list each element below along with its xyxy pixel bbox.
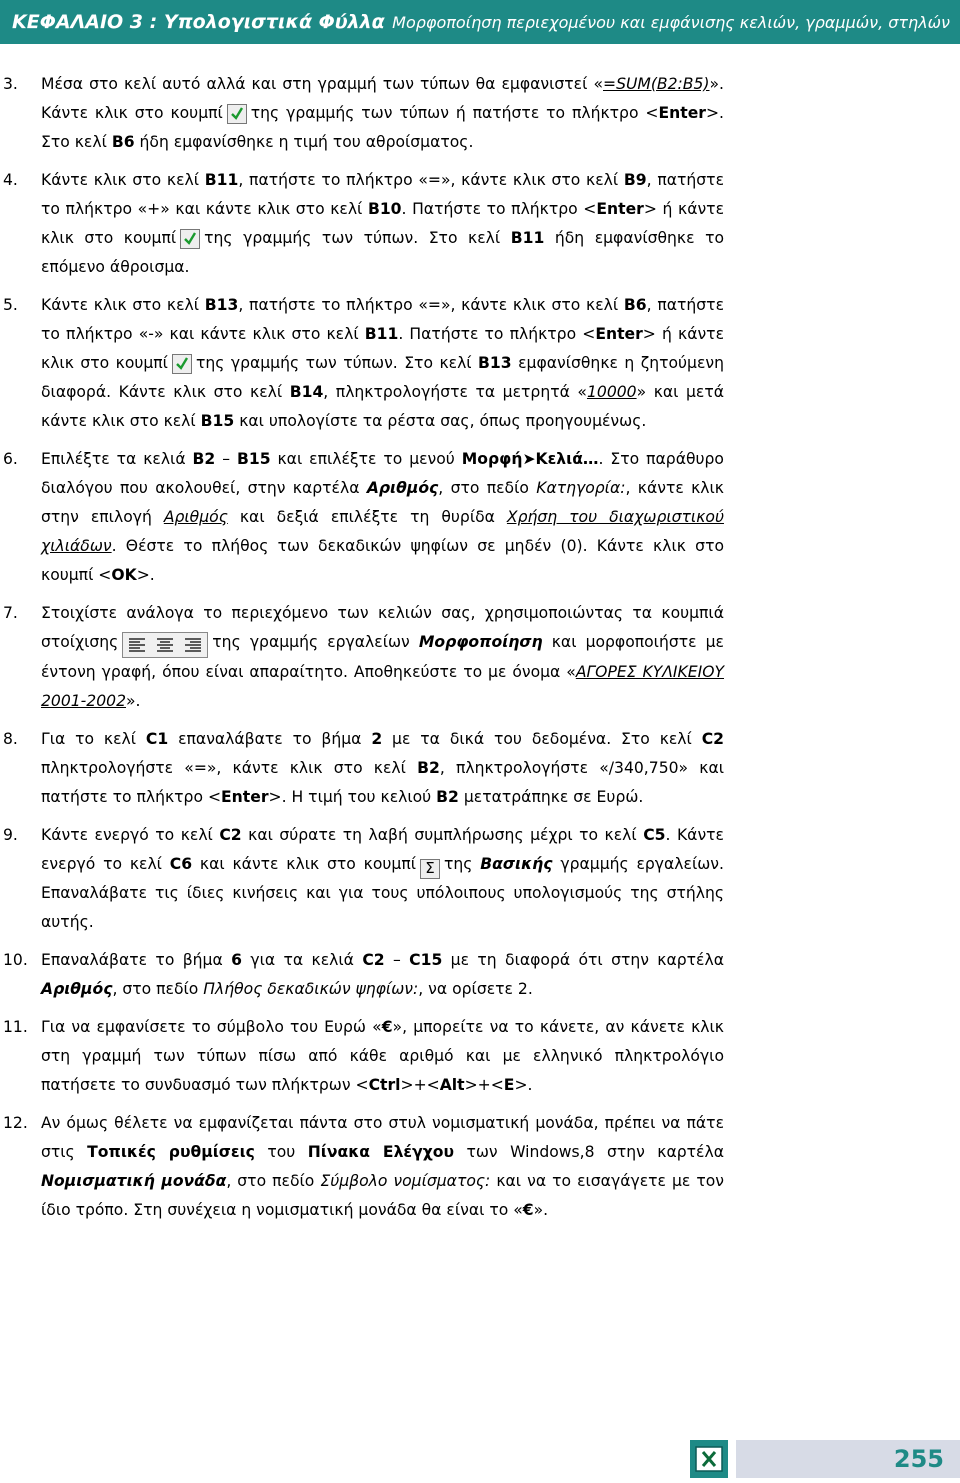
step-text: Αν όμως θέλετε να εμφανίζεται πάντα στο στυλ νομισματική μονάδα, πρέπει να πάτε στις Τοπικές ρυθμίσεις του Πίνακα Ελέγχου των Windows,8 στην καρτέλα Νομισματική μονάδα, στο πεδίο Σύμβολο νομίσματος: και να το εισαγάγετε με τον ίδιο τρόπο. Στη συνέχεια η νομισματική μονάδα θα είναι το «€». bbox=[41, 1114, 724, 1219]
step-5 bbox=[0, 291, 960, 436]
step-7 bbox=[0, 599, 960, 716]
step-text: Για το κελί C1 επαναλάβατε το βήμα 2 με τα δικά του δεδομένα. Στο κελί C2 πληκτρολογήστε «=», κάντε κλικ στο κελί B2, πληκτρολογήστε «/340,750» και πατήστε το πλήκτρο <Enter>. Η τιμή του κελιού B2 μετατράπηκε σε Ευρώ. bbox=[41, 730, 724, 806]
step-6 bbox=[0, 445, 960, 590]
enter-check-button[interactable] bbox=[180, 229, 200, 249]
step-number: 8. bbox=[3, 730, 18, 748]
check-icon bbox=[174, 356, 190, 372]
align-right-button[interactable] bbox=[179, 633, 207, 657]
alignment-buttons bbox=[122, 632, 208, 658]
step-text: Για να εμφανίσετε το σύμβολο του Ευρώ «€», μπορείτε να το κάνετε, αν κάνετε κλικ στη γραμμή των τύπων πίσω από κάθε αριθμό και με ελληνικό πληκτρολόγιο πατήσετε το συνδυασμό των πλήκτρων <Ctrl>+<Alt>+<E>. bbox=[41, 1018, 724, 1094]
formula: =SUM(B2:B5) bbox=[603, 75, 710, 93]
enter-check-button[interactable] bbox=[227, 104, 247, 124]
check-icon bbox=[229, 106, 245, 122]
step-text: Μέσα στο κελί αυτό αλλά και στη γραμμή των τύπων θα εμφανιστεί «=SUM(B2:B5)». Κάντε κλικ στο κουμπί της γραμμής των τύπων ή πατήστε το πλήκτρο <Enter>. Στο κελί B6 ήδη εμφανίσθηκε η τιμή του αθροίσματος. bbox=[41, 75, 724, 151]
excel-icon bbox=[690, 1440, 728, 1478]
step-text: Επιλέξτε τα κελιά B2 – B15 και επιλέξτε το μενού Μορφή➤Κελιά…. Στο παράθυρο διαλόγου που ακολουθεί, στην καρτέλα Αριθμός, στο πεδίο Κατηγορία:, κάντε κλικ στην επιλογή Αριθμός και δεξιά επιλέξτε τη θυρίδα Χρήση του διαχωριστικού χιλιάδων. Θέστε το πλήθος των δεκαδικών ψηφίων σε μηδέν (0). Κάντε κλικ στο κουμπί <OK>. bbox=[41, 450, 724, 584]
step-4 bbox=[0, 166, 960, 282]
step-text: Κάντε κλικ στο κελί B11, πατήστε το πλήκτρο «=», κάντε κλικ στο κελί B9, πατήστε το πλήκτρο «+» και κάντε κλικ στο κελί B10. Πατήστε το πλήκτρο <Enter> ή κάντε κλικ στο κουμπί της γραμμής των τύπων. Στο κελί B11 ήδη εμφανίσθηκε το επόμενο άθροισμα. bbox=[41, 171, 725, 276]
step-number: 5. bbox=[3, 296, 18, 314]
step-number: 11. bbox=[3, 1018, 28, 1036]
step-10 bbox=[0, 946, 960, 1004]
step-number: 3. bbox=[3, 75, 18, 93]
step-12 bbox=[0, 1109, 960, 1225]
align-right-icon bbox=[184, 637, 202, 653]
step-8 bbox=[0, 725, 960, 812]
align-center-button[interactable] bbox=[151, 633, 179, 657]
section-title: Μορφοποίηση περιεχομένου και εμφάνισης κελιών, γραμμών, στηλών bbox=[392, 12, 950, 32]
step-number: 4. bbox=[3, 171, 18, 189]
autosum-button[interactable] bbox=[420, 859, 440, 879]
align-center-icon bbox=[156, 637, 174, 653]
instructions bbox=[0, 70, 960, 1234]
step-number: 9. bbox=[3, 826, 18, 844]
step-number: 12. bbox=[3, 1114, 28, 1132]
step-11 bbox=[0, 1013, 960, 1100]
check-icon bbox=[182, 231, 198, 247]
step-3 bbox=[0, 70, 960, 157]
step-number: 7. bbox=[3, 604, 18, 622]
align-left-button[interactable] bbox=[123, 633, 151, 657]
step-number: 6. bbox=[3, 450, 18, 468]
step-text: Επαναλάβατε το βήμα 6 για τα κελιά C2 – C15 με τη διαφορά ότι στην καρτέλα Αριθμός, στο πεδίο Πλήθος δεκαδικών ψηφίων:, να ορίσετε 2. bbox=[41, 951, 724, 998]
enter-check-button[interactable] bbox=[172, 354, 192, 374]
step-number: 10. bbox=[3, 951, 28, 969]
chapter-title: ΚΕΦΑΛΑΙΟ 3 : Υπολογιστικά Φύλλα bbox=[12, 11, 385, 33]
page-header bbox=[0, 0, 960, 44]
page-number: 255 bbox=[736, 1440, 960, 1478]
step-9 bbox=[0, 821, 960, 937]
step-text: Κάντε ενεργό το κελί C2 και σύρατε τη λαβή συμπλήρωσης μέχρι το κελί C5. Κάντε ενεργό το κελί C6 και κάντε κλικ στο κουμπί Σ της Βασικής γραμμής εργαλείων. Επαναλάβατε τις ίδιες κινήσεις και για τους υπόλοιπους υπολογισμούς της στήλης αυτής. bbox=[41, 826, 724, 931]
sigma-icon: Σ bbox=[425, 859, 435, 877]
step-text: Στοιχίστε ανάλογα το περιεχόμενο των κελιών σας, χρησιμοποιώντας τα κουμπιά στοίχισης της γραμμής εργαλείων Μορφοποίηση και μορφοποιήστε με έντονη γραφή, όπου είναι απαραίτητο. Αποθηκεύστε το με όνομα «ΑΓΟΡΕΣ ΚΥΛΙΚΕΙΟΥ 2001-2002». bbox=[41, 604, 724, 710]
step-text: Κάντε κλικ στο κελί B13, πατήστε το πλήκτρο «=», κάντε κλικ στο κελί B6, πατήστε το πλήκτρο «-» και κάντε κλικ στο κελί B11. Πατήστε το πλήκτρο <Enter> ή κάντε κλικ στο κουμπί της γραμμής των τύπων. Στο κελί B13 εμφανίσθηκε η ζητούμενη διαφορά. Κάντε κλικ στο κελί B14, πληκτρολογήστε τα μετρητά «10000» και μετά κάντε κλικ στο κελί B15 και υπολογίστε τα ρέστα σας, όπως προηγουμένως. bbox=[41, 296, 725, 430]
align-left-icon bbox=[128, 637, 146, 653]
